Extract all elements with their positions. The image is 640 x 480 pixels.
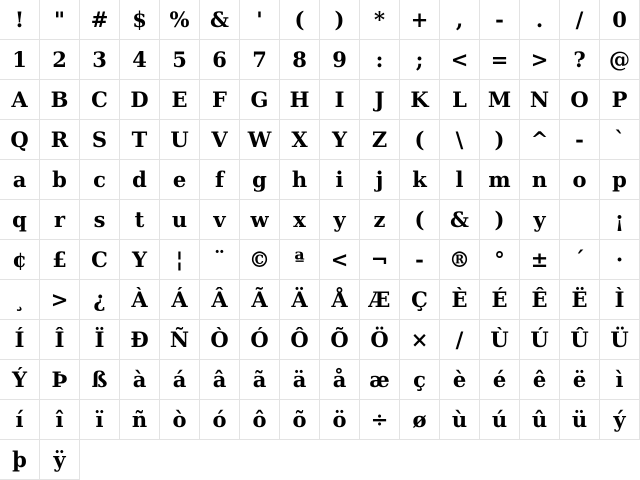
- glyph-cell: å: [320, 360, 360, 400]
- glyph-cell: Ù: [480, 320, 520, 360]
- glyph-cell: ): [480, 200, 520, 240]
- glyph-cell: Ñ: [160, 320, 200, 360]
- glyph-cell: ÷: [360, 400, 400, 440]
- glyph-cell: 0: [600, 0, 640, 40]
- glyph-cell: W: [240, 120, 280, 160]
- glyph-cell: B: [40, 80, 80, 120]
- glyph-cell: q: [0, 200, 40, 240]
- glyph-cell: k: [400, 160, 440, 200]
- glyph-cell: î: [40, 400, 80, 440]
- glyph-cell: 9: [320, 40, 360, 80]
- empty-cell: [120, 440, 160, 480]
- glyph-cell: ò: [160, 400, 200, 440]
- glyph-cell: Ú: [520, 320, 560, 360]
- glyph-cell: Þ: [40, 360, 80, 400]
- glyph-cell: N: [520, 80, 560, 120]
- glyph-cell: n: [520, 160, 560, 200]
- glyph-cell: O: [560, 80, 600, 120]
- glyph-cell: ß: [80, 360, 120, 400]
- glyph-cell: þ: [0, 440, 40, 480]
- glyph-cell: %: [160, 0, 200, 40]
- glyph-cell: o: [560, 160, 600, 200]
- glyph-cell: K: [400, 80, 440, 120]
- glyph-cell: Y: [120, 240, 160, 280]
- glyph-cell: u: [160, 200, 200, 240]
- glyph-cell: i: [320, 160, 360, 200]
- glyph-cell: ¡: [600, 200, 640, 240]
- glyph-cell: ñ: [120, 400, 160, 440]
- glyph-cell: ®: [440, 240, 480, 280]
- glyph-cell: è: [440, 360, 480, 400]
- glyph-cell: Y: [320, 120, 360, 160]
- glyph-cell: ´: [560, 240, 600, 280]
- glyph-cell: ä: [280, 360, 320, 400]
- glyph-cell: ±: [520, 240, 560, 280]
- glyph-cell: /: [560, 0, 600, 40]
- glyph-cell: U: [160, 120, 200, 160]
- glyph-cell: l: [440, 160, 480, 200]
- glyph-cell: G: [240, 80, 280, 120]
- glyph-cell: Ò: [200, 320, 240, 360]
- glyph-cell: p: [600, 160, 640, 200]
- glyph-cell: 7: [240, 40, 280, 80]
- glyph-cell: 4: [120, 40, 160, 80]
- glyph-cell: (: [280, 0, 320, 40]
- empty-cell: [160, 440, 200, 480]
- glyph-cell: C: [80, 80, 120, 120]
- glyph-cell: Ð: [120, 320, 160, 360]
- glyph-cell: é: [480, 360, 520, 400]
- empty-cell: [400, 440, 440, 480]
- glyph-cell: Â: [200, 280, 240, 320]
- glyph-cell: ): [480, 120, 520, 160]
- glyph-cell: =: [480, 40, 520, 80]
- glyph-cell: ©: [240, 240, 280, 280]
- glyph-cell: -: [480, 0, 520, 40]
- glyph-cell: í: [0, 400, 40, 440]
- glyph-cell: ô: [240, 400, 280, 440]
- empty-cell: [560, 440, 600, 480]
- glyph-cell: ç: [400, 360, 440, 400]
- glyph-cell: <: [320, 240, 360, 280]
- glyph-cell: Á: [160, 280, 200, 320]
- glyph-cell: V: [200, 120, 240, 160]
- glyph-cell: È: [440, 280, 480, 320]
- glyph-cell: y: [320, 200, 360, 240]
- glyph-cell: Ï: [80, 320, 120, 360]
- glyph-cell: C: [80, 240, 120, 280]
- glyph-cell: ü: [560, 400, 600, 440]
- glyph-cell: 1: [0, 40, 40, 80]
- glyph-cell: e: [160, 160, 200, 200]
- glyph-cell: J: [360, 80, 400, 120]
- glyph-cell: â: [200, 360, 240, 400]
- glyph-cell: ã: [240, 360, 280, 400]
- glyph-cell: x: [280, 200, 320, 240]
- glyph-cell: `: [600, 120, 640, 160]
- glyph-cell: <: [440, 40, 480, 80]
- glyph-cell: Ç: [400, 280, 440, 320]
- glyph-cell: (: [400, 200, 440, 240]
- glyph-cell: E: [160, 80, 200, 120]
- glyph-cell: T: [120, 120, 160, 160]
- glyph-cell: á: [160, 360, 200, 400]
- glyph-cell: ù: [440, 400, 480, 440]
- glyph-cell: À: [120, 280, 160, 320]
- glyph-cell: Æ: [360, 280, 400, 320]
- glyph-cell: ¨: [200, 240, 240, 280]
- empty-cell: [200, 440, 240, 480]
- glyph-cell: -: [560, 120, 600, 160]
- glyph-cell: æ: [360, 360, 400, 400]
- glyph-cell: ¬: [360, 240, 400, 280]
- glyph-cell: ): [320, 0, 360, 40]
- glyph-cell: ì: [600, 360, 640, 400]
- empty-cell: [320, 440, 360, 480]
- glyph-cell: Q: [0, 120, 40, 160]
- glyph-cell: 5: [160, 40, 200, 80]
- glyph-cell: ø: [400, 400, 440, 440]
- glyph-cell: ö: [320, 400, 360, 440]
- glyph-cell: t: [120, 200, 160, 240]
- glyph-cell: ë: [560, 360, 600, 400]
- glyph-cell: I: [320, 80, 360, 120]
- empty-cell: [600, 440, 640, 480]
- glyph-cell: °: [480, 240, 520, 280]
- glyph-cell: +: [400, 0, 440, 40]
- glyph-cell: Õ: [320, 320, 360, 360]
- glyph-cell: Ó: [240, 320, 280, 360]
- glyph-cell: ×: [400, 320, 440, 360]
- glyph-cell: ^: [520, 120, 560, 160]
- glyph-cell: >: [40, 280, 80, 320]
- glyph-cell: ¸: [0, 280, 40, 320]
- glyph-cell: A: [0, 80, 40, 120]
- glyph-cell: Ý: [0, 360, 40, 400]
- glyph-cell: Å: [320, 280, 360, 320]
- glyph-cell: õ: [280, 400, 320, 440]
- glyph-cell: Ä: [280, 280, 320, 320]
- glyph-cell: j: [360, 160, 400, 200]
- glyph-cell: h: [280, 160, 320, 200]
- glyph-cell: s: [80, 200, 120, 240]
- glyph-cell: M: [480, 80, 520, 120]
- glyph-cell: (: [400, 120, 440, 160]
- glyph-cell: d: [120, 160, 160, 200]
- glyph-cell: 6: [200, 40, 240, 80]
- glyph-cell: z: [360, 200, 400, 240]
- glyph-cell: /: [440, 320, 480, 360]
- glyph-cell: w: [240, 200, 280, 240]
- glyph-cell: Ì: [600, 280, 640, 320]
- glyph-cell: £: [40, 240, 80, 280]
- glyph-cell: ·: [600, 240, 640, 280]
- glyph-cell: &: [200, 0, 240, 40]
- glyph-cell: ¢: [0, 240, 40, 280]
- glyph-cell: y: [520, 200, 560, 240]
- glyph-cell: Ê: [520, 280, 560, 320]
- glyph-cell: R: [40, 120, 80, 160]
- glyph-cell: a: [0, 160, 40, 200]
- glyph-cell: Ã: [240, 280, 280, 320]
- glyph-cell: $: [120, 0, 160, 40]
- glyph-cell: ú: [480, 400, 520, 440]
- empty-cell: [240, 440, 280, 480]
- glyph-cell: Ô: [280, 320, 320, 360]
- glyph-cell: .: [520, 0, 560, 40]
- glyph-cell: ;: [400, 40, 440, 80]
- glyph-cell: @: [600, 40, 640, 80]
- glyph-cell: Ö: [360, 320, 400, 360]
- glyph-cell: Î: [40, 320, 80, 360]
- glyph-cell: Z: [360, 120, 400, 160]
- glyph-cell: #: [80, 0, 120, 40]
- glyph-cell: L: [440, 80, 480, 120]
- glyph-cell: &: [440, 200, 480, 240]
- glyph-cell: ¦: [160, 240, 200, 280]
- empty-cell: [280, 440, 320, 480]
- glyph-cell: H: [280, 80, 320, 120]
- glyph-cell: ÿ: [40, 440, 80, 480]
- glyph-cell: 8: [280, 40, 320, 80]
- glyph-cell: m: [480, 160, 520, 200]
- glyph-cell: Û: [560, 320, 600, 360]
- glyph-cell: D: [120, 80, 160, 120]
- empty-cell: [360, 440, 400, 480]
- glyph-cell: *: [360, 0, 400, 40]
- glyph-cell: b: [40, 160, 80, 200]
- glyph-cell: à: [120, 360, 160, 400]
- empty-cell: [520, 440, 560, 480]
- glyph-cell: ª: [280, 240, 320, 280]
- glyph-cell: Í: [0, 320, 40, 360]
- glyph-cell: -: [400, 240, 440, 280]
- glyph-cell: v: [200, 200, 240, 240]
- glyph-cell: r: [40, 200, 80, 240]
- empty-cell: [440, 440, 480, 480]
- empty-cell: [80, 440, 120, 480]
- glyph-cell: [560, 200, 600, 240]
- glyph-cell: û: [520, 400, 560, 440]
- glyph-cell: ê: [520, 360, 560, 400]
- glyph-cell: c: [80, 160, 120, 200]
- glyph-cell: X: [280, 120, 320, 160]
- glyph-cell: Ë: [560, 280, 600, 320]
- glyph-cell: 3: [80, 40, 120, 80]
- glyph-cell: S: [80, 120, 120, 160]
- glyph-cell: ': [240, 0, 280, 40]
- glyph-cell: \: [440, 120, 480, 160]
- glyph-cell: !: [0, 0, 40, 40]
- empty-cell: [480, 440, 520, 480]
- glyph-cell: g: [240, 160, 280, 200]
- glyph-cell: ¿: [80, 280, 120, 320]
- glyph-cell: ?: [560, 40, 600, 80]
- glyph-cell: ý: [600, 400, 640, 440]
- glyph-cell: ó: [200, 400, 240, 440]
- glyph-cell: Ü: [600, 320, 640, 360]
- glyph-cell: ": [40, 0, 80, 40]
- glyph-cell: :: [360, 40, 400, 80]
- glyph-cell: >: [520, 40, 560, 80]
- glyph-cell: ï: [80, 400, 120, 440]
- glyph-cell: É: [480, 280, 520, 320]
- glyph-cell: P: [600, 80, 640, 120]
- glyph-cell: 2: [40, 40, 80, 80]
- glyph-cell: F: [200, 80, 240, 120]
- glyph-cell: f: [200, 160, 240, 200]
- glyph-cell: ,: [440, 0, 480, 40]
